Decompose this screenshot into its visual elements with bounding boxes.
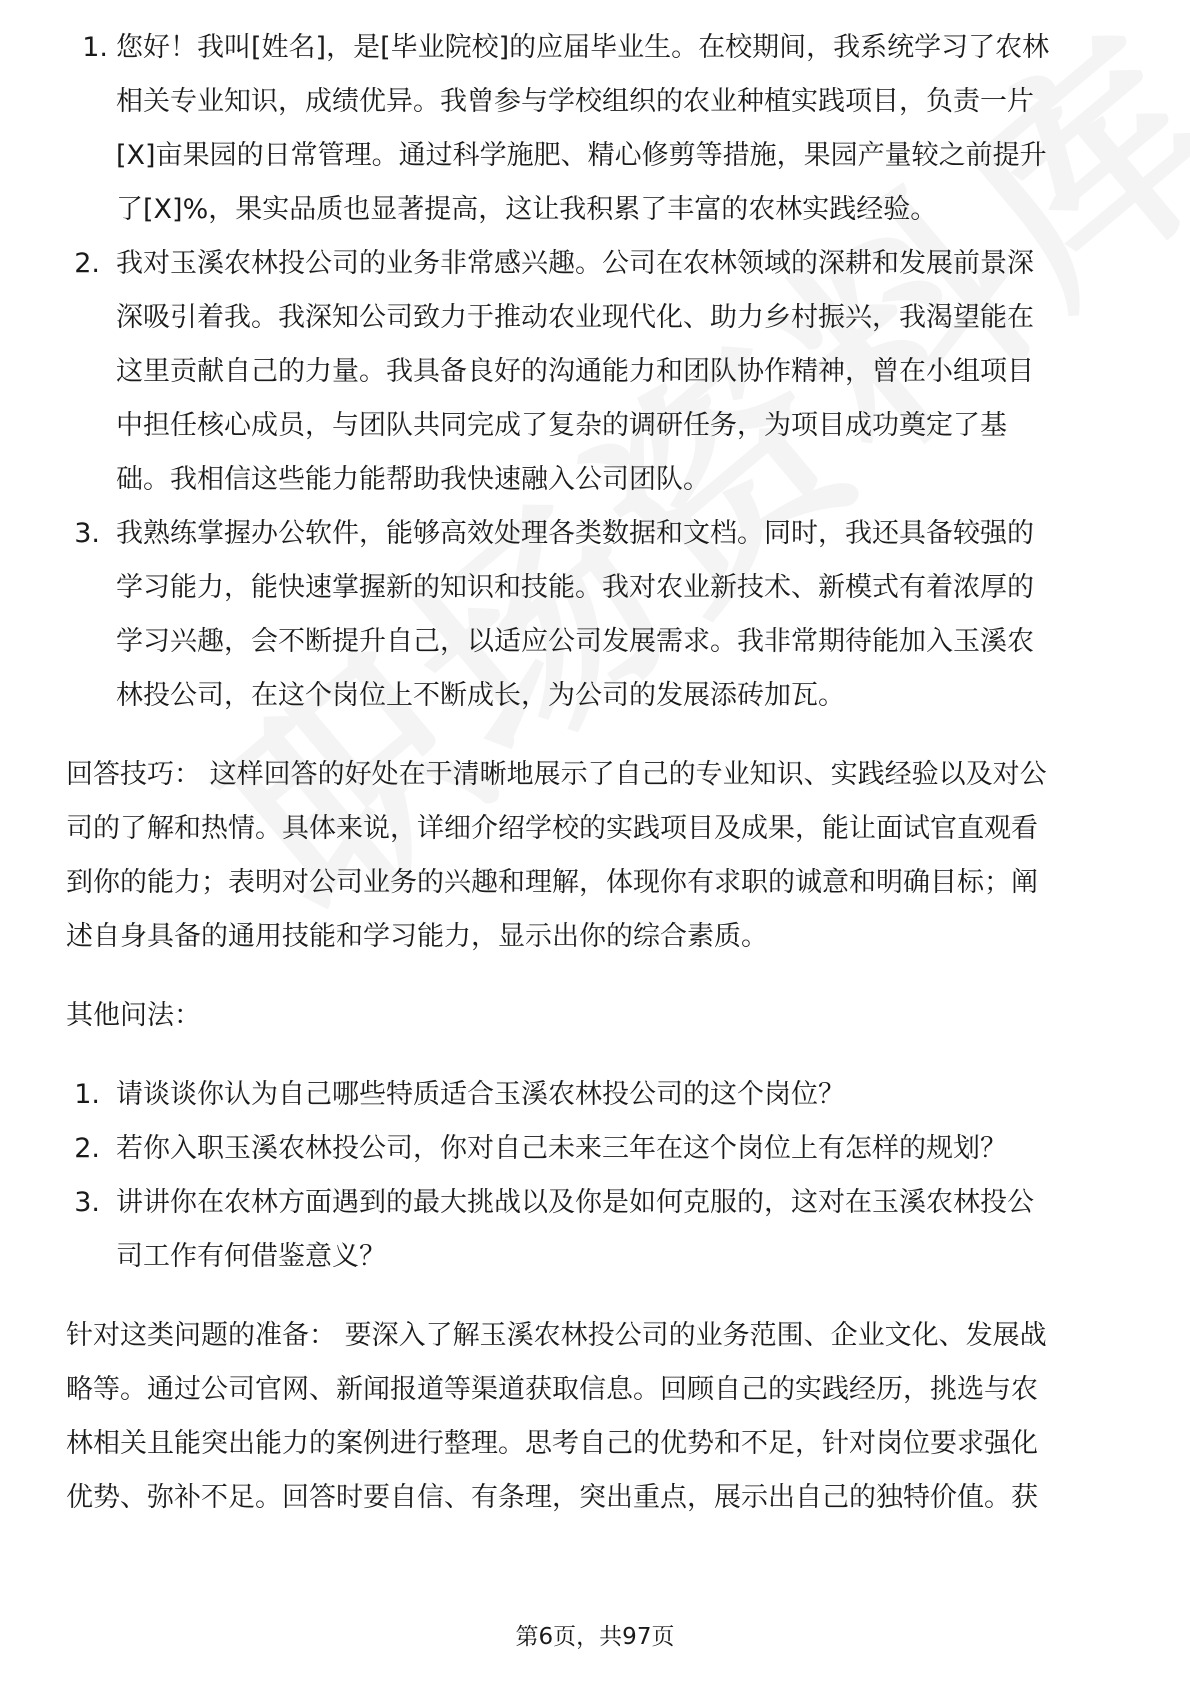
paragraph-line: 述自身具备的通用技能和学习能力，显示出你的综合素质。 — [66, 921, 768, 952]
list-line: 我熟练掌握办公软件，能够高效处理各类数据和文档。同时，我还具备较强的 — [116, 518, 1034, 549]
list-line: 我对玉溪农林投公司的业务非常感兴趣。公司在农林领域的深耕和发展前景深 — [116, 248, 1034, 279]
list-line: 林投公司，在这个岗位上不断成长，为公司的发展添砖加瓦。 — [116, 680, 845, 711]
list-line: 请谈谈你认为自己哪些特质适合玉溪农林投公司的这个岗位？ — [116, 1079, 845, 1110]
list-line: 中担任核心成员，与团队共同完成了复杂的调研任务，为项目成功奠定了基 — [116, 410, 1007, 441]
list-line: 这里贡献自己的力量。我具备良好的沟通能力和团队协作精神，曾在小组项目 — [116, 356, 1034, 387]
list-number: 2. — [74, 248, 100, 279]
list-line: 学习能力，能快速掌握新的知识和技能。我对农业新技术、新模式有着浓厚的 — [116, 572, 1034, 603]
list-line: 了[X]%，果实品质也显著提高，这让我积累了丰富的农林实践经验。 — [116, 194, 938, 225]
paragraph-line: 司的了解和热情。具体来说，详细介绍学校的实践项目及成果，能让面试官直观看 — [66, 813, 1038, 844]
paragraph-line: 优势、弥补不足。回答时要自信、有条理，突出重点，展示出自己的独特价值。获 — [66, 1482, 1038, 1513]
list-number: 3. — [74, 518, 100, 549]
paragraph-line: 回答技巧： 这样回答的好处在于清晰地展示了自己的专业知识、实践经验以及对公 — [66, 759, 1047, 790]
paragraph-line: 林相关且能突出能力的案例进行整理。思考自己的优势和不足，针对岗位要求强化 — [66, 1428, 1038, 1459]
list-line: 础。我相信这些能力能帮助我快速融入公司团队。 — [116, 464, 710, 495]
list-line: [X]亩果园的日常管理。通过科学施肥、精心修剪等措施，果园产量较之前提升 — [116, 140, 1047, 171]
page-number: 第6页，共97页 — [515, 1624, 675, 1650]
list-line: 司工作有何借鉴意义？ — [116, 1241, 386, 1272]
list-line: 学习兴趣，会不断提升自己，以适应公司发展需求。我非常期待能加入玉溪农 — [116, 626, 1034, 657]
paragraph-line: 略等。通过公司官网、新闻报道等渠道获取信息。回顾自己的实践经历，挑选与农 — [66, 1374, 1038, 1405]
paragraph-line: 到你的能力；表明对公司业务的兴趣和理解，体现你有求职的诚意和明确目标；阐 — [66, 867, 1038, 898]
list-line: 若你入职玉溪农林投公司，你对自己未来三年在这个岗位上有怎样的规划？ — [116, 1133, 1007, 1164]
list-line: 您好！我叫[姓名]，是[毕业院校]的应届毕业生。在校期间，我系统学习了农林 — [116, 32, 1050, 63]
list-number: 1. — [82, 32, 108, 63]
list-number: 2. — [74, 1133, 100, 1164]
paragraph-line: 针对这类问题的准备： 要深入了解玉溪农林投公司的业务范围、企业文化、发展战 — [66, 1320, 1047, 1351]
section-heading: 其他问法： — [66, 1000, 201, 1031]
list-line: 深吸引着我。我深知公司致力于推动农业现代化、助力乡村振兴，我渴望能在 — [116, 302, 1034, 333]
list-line: 相关专业知识，成绩优异。我曾参与学校组织的农业种植实践项目，负责一片 — [116, 86, 1034, 117]
list-number: 3. — [74, 1187, 100, 1218]
list-number: 1. — [74, 1079, 100, 1110]
list-line: 讲讲你在农林方面遇到的最大挑战以及你是如何克服的，这对在玉溪农林投公 — [116, 1187, 1034, 1218]
